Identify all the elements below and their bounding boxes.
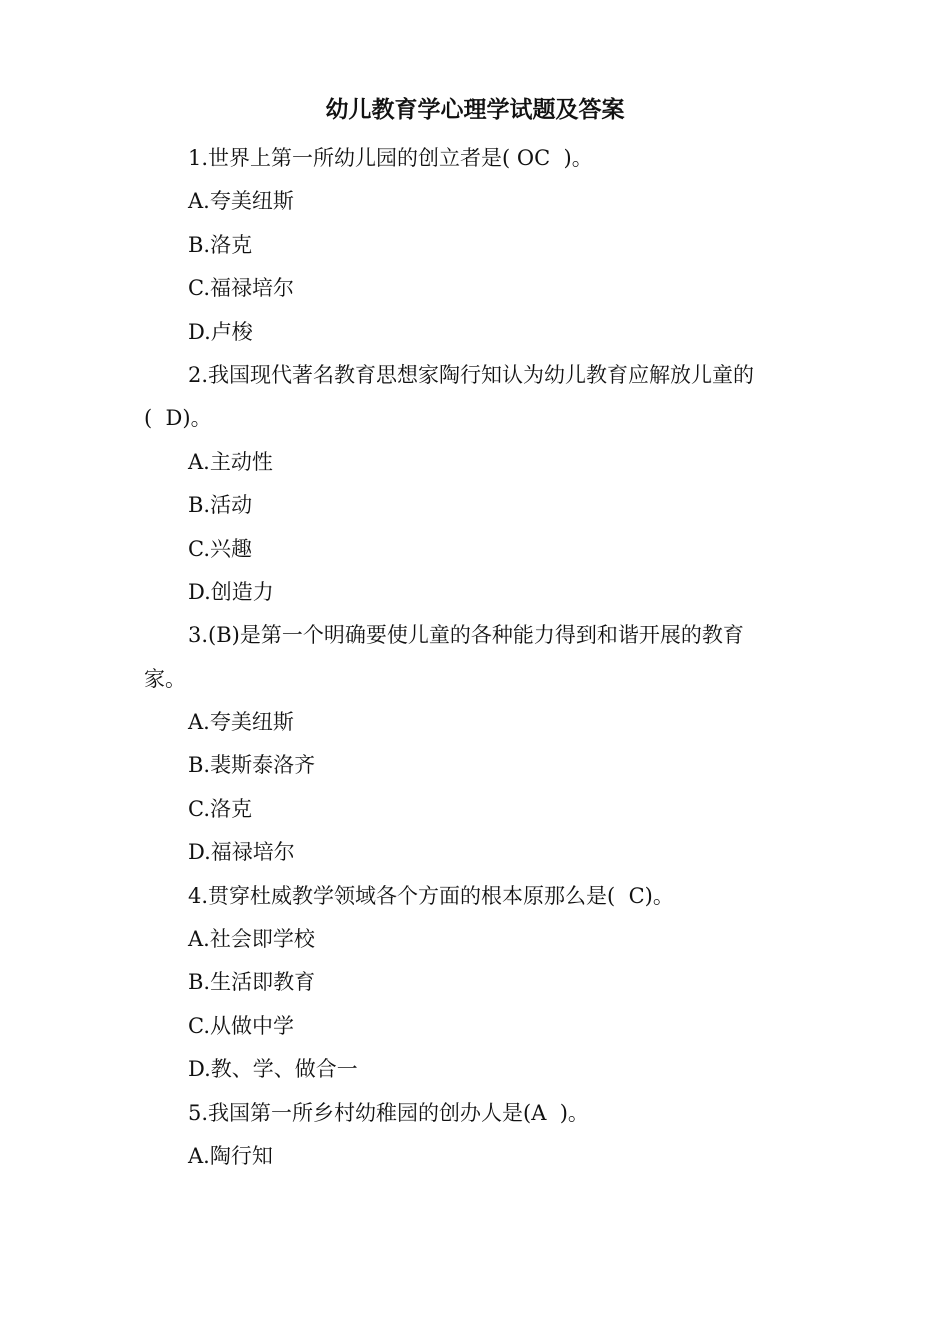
text-line: A.夸美纽斯 — [188, 189, 294, 214]
text-line: C.福禄培尔 — [188, 276, 294, 301]
text-line: 4.贯穿杜威教学领域各个方面的根本原那么是( C)。 — [188, 883, 674, 908]
text-line: 家。 — [144, 666, 186, 691]
text-line: C.兴趣 — [188, 536, 252, 561]
text-line: B.裴斯泰洛齐 — [188, 753, 316, 778]
text-line: ( D)。 — [144, 406, 212, 431]
text-line: D.卢梭 — [188, 319, 253, 344]
text-line: A.社会即学校 — [188, 927, 315, 952]
text-line: C.洛克 — [188, 796, 252, 821]
text-line: D.教、学、做合一 — [188, 1057, 358, 1082]
document-body — [144, 137, 804, 1178]
text-line: B.生活即教育 — [188, 970, 316, 995]
text-line: A.主动性 — [188, 449, 273, 474]
text-line: D.福禄培尔 — [188, 840, 295, 865]
text-line: A.陶行知 — [188, 1143, 273, 1168]
text-line: D.创造力 — [188, 579, 274, 604]
text-line: A.夸美纽斯 — [188, 710, 294, 735]
text-line: 3.(B)是第一个明确要使儿童的各种能力得到和谐开展的教育 — [188, 623, 744, 648]
text-line: B.活动 — [188, 493, 253, 518]
text-line: B.洛克 — [188, 232, 253, 257]
document-title: 幼儿教育学心理学试题及答案 — [325, 97, 625, 123]
text-line: 5.我国第一所乡村幼稚园的创办人是(A )。 — [188, 1100, 589, 1125]
text-line: C.从做中学 — [188, 1013, 294, 1038]
text-line: 1.世界上第一所幼儿园的创立者是( OC )。 — [188, 146, 593, 170]
text-line: 2.我国现代著名教育思想家陶行知认为幼儿教育应解放儿童的 — [188, 362, 755, 387]
